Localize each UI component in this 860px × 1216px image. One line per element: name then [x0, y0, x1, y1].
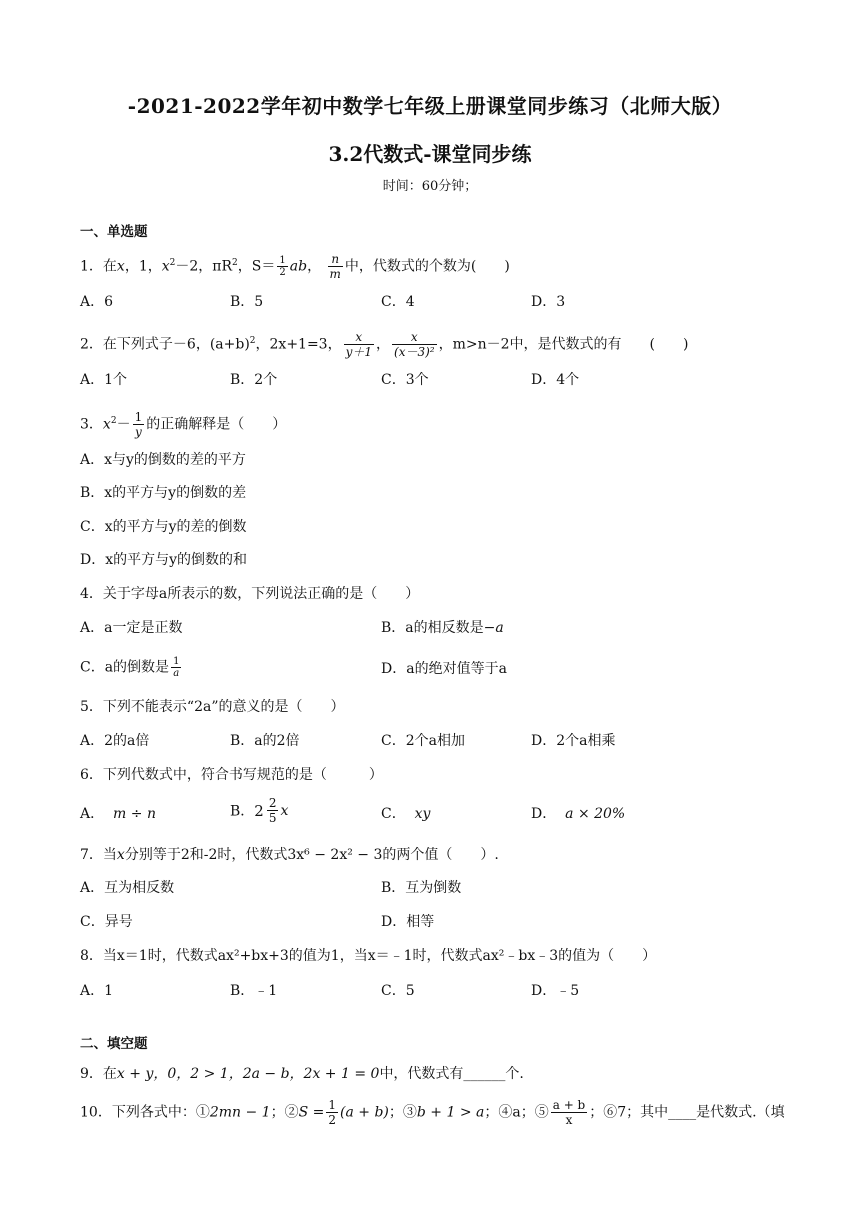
q1-option-a: A．6: [80, 294, 114, 310]
q7-option-d: D．相等: [381, 914, 435, 930]
fraction-2-over-5: $\frac{2}{5}$: [268, 796, 277, 825]
q7-option-a: A．互为相反数: [80, 880, 175, 896]
q4-option-c: C．a的倒数是 $\frac{1}{a}$: [80, 656, 180, 679]
fraction-1-over-y: $\frac{1}{y}$: [134, 410, 143, 439]
q5-option-b: B．a的2倍: [230, 733, 300, 749]
q8-option-a: A．1: [80, 983, 114, 999]
q1-option-d: D．3: [531, 294, 566, 310]
question-7: 7．当x分别等于2和-2时，代数式3x⁶ − 2x² − 3的两个值（ ）.: [80, 847, 499, 863]
q6-option-d: D． a × 20%: [531, 806, 626, 822]
q4-option-d: D．a的绝对值等于a: [381, 661, 507, 677]
q2-option-c: C．3个: [381, 372, 429, 388]
q8-option-b: B．﹣1: [230, 983, 278, 999]
q4-option-b: B．a的相反数是−a: [381, 620, 504, 636]
document-subtitle: 3.2代数式-课堂同步练: [328, 142, 532, 166]
q8-option-d: D．﹣5: [531, 983, 580, 999]
fraction-1-over-a: $\frac{1}{a}$: [173, 656, 180, 679]
question-2: 2．在下列式子－6，$(a+b)^2$，2x+1=3， $\frac{x}{y+1}$ ， $\frac{x}{\text{(x－3)²}}$ ，m>n－2中，是代数式的有 ( ): [80, 330, 689, 359]
question-3: 3．$x^2-$ $\frac{1}{y}$ 的正确解释是（ ）: [80, 410, 287, 439]
q1-option-b: B．5: [230, 294, 264, 310]
q7-option-c: C．异号: [80, 914, 133, 930]
section-single-choice: 一、单选题: [80, 224, 148, 240]
q4-option-a: A．a一定是正数: [80, 620, 183, 636]
q2-option-a: A．1个: [80, 372, 128, 388]
q8-option-c: C．5: [381, 983, 415, 999]
q5-option-a: A．2的a倍: [80, 733, 150, 749]
fraction-x-over-x-minus-3-squared: $\frac{x}{\text{(x－3)²}}$: [394, 330, 435, 359]
q5-option-c: C．2个a相加: [381, 733, 465, 749]
q2-option-d: D．4个: [531, 372, 580, 388]
q3-option-b: B．x的平方与y的倒数的差: [80, 485, 247, 501]
question-9: 9．在x + y，0，2 > 1，2a − b，2x + 1 = 0中，代数式有______个.: [80, 1066, 524, 1082]
question-8: 8．当x＝1时，代数式ax²+bx+3的值为1，当x＝﹣1时，代数式ax²﹣bx﹣3的值为（ ）: [80, 948, 657, 964]
q7-option-b: B．互为倒数: [381, 880, 462, 896]
q6-option-c: C． xy: [381, 806, 431, 822]
question-4: 4．关于字母a所表示的数，下列说法正确的是（ ）: [80, 586, 420, 602]
fraction-half: $\frac{1}{2}$: [279, 255, 286, 278]
q3-option-a: A．x与y的倒数的差的平方: [80, 452, 246, 468]
q6-option-b: B． 2 $\frac{2}{5}$ x: [230, 796, 289, 825]
question-5: 5．下列不能表示“2a”的意义的是（ ）: [80, 699, 345, 715]
time-limit: 时间：60分钟；: [382, 179, 478, 194]
question-6: 6．下列代数式中，符合书写规范的是（ ）: [80, 767, 383, 783]
q3-option-d: D．x的平方与y的倒数的和: [80, 552, 248, 568]
fraction-half-q10: $\frac{1}{2}$: [328, 1098, 336, 1127]
fraction-x-over-y-plus-1: $\frac{x}{y+1}$: [345, 330, 373, 359]
question-10: 10．下列各式中：①2mn − 1；②S = $\frac{1}{2}$ (a + b)；③b + 1 > a；④a；⑤ $\frac{a + b}{x}$ ；⑥7；其中____是代数式.（填: [80, 1098, 785, 1127]
fraction-a-plus-b-over-x: $\frac{a + b}{x}$: [552, 1098, 586, 1127]
q2-option-b: B．2个: [230, 372, 278, 388]
q5-option-d: D．2个a相乘: [531, 733, 616, 749]
document-title: -2021-2022学年初中数学七年级上册课堂同步练习（北师大版）: [127, 94, 733, 118]
q3-option-c: C．x的平方与y的差的倒数: [80, 519, 247, 535]
q1-option-c: C．4: [381, 294, 415, 310]
section-fill-in: 二、填空题: [80, 1036, 148, 1052]
fraction-n-over-m: $\frac{n}{m}$: [329, 252, 341, 281]
q6-option-a: A． m ÷ n: [80, 806, 156, 822]
question-1: 1．在x，1，$x^2-2$，$\pi R^2$，S＝ $\frac{1}{2}$ ab， $\frac{n}{m}$ 中，代数式的个数为( ): [80, 252, 510, 281]
